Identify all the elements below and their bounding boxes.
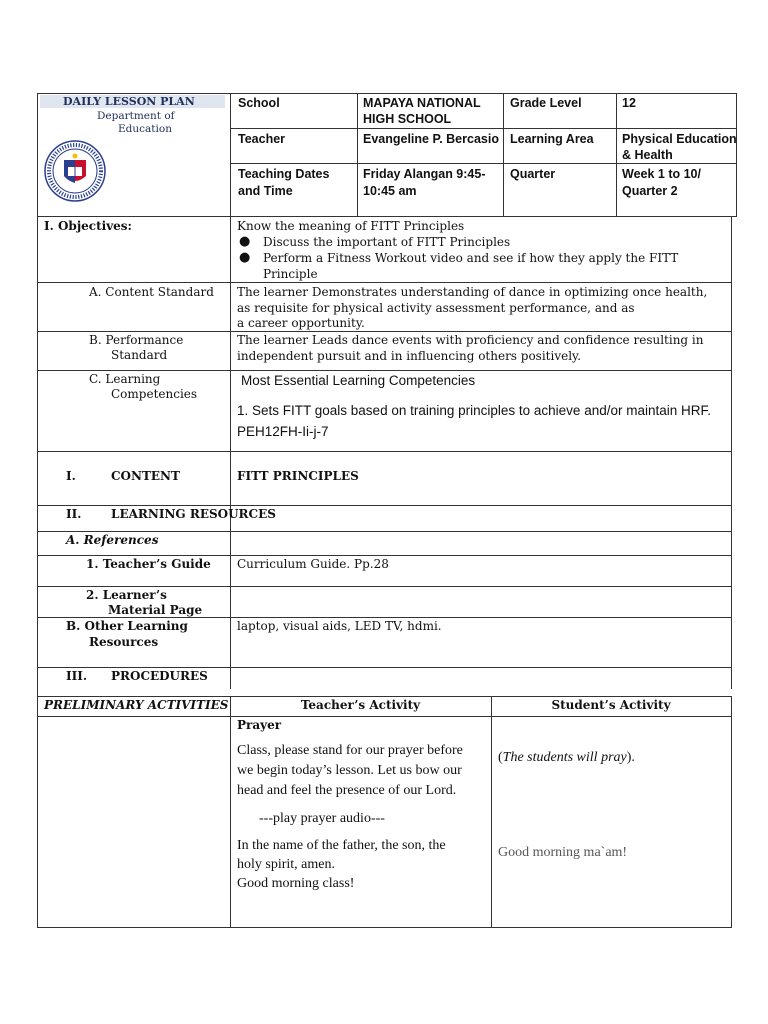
content-standard-line-1: The learner Demonstrates understanding of dance in optimizing once health, <box>237 285 708 299</box>
other-resources-value: laptop, visual aids, LED TV, hdmi. <box>237 619 442 633</box>
procedures-label: PROCEDURES <box>111 669 208 683</box>
performance-standard-line-2: independent pursuit and in influencing others positively. <box>237 349 582 363</box>
quarter-value-2: Quarter 2 <box>622 184 678 198</box>
performance-standard-label-2: Standard <box>111 348 168 362</box>
performance-standard-line-1: The learner Leads dance events with proficiency and confidence resulting in <box>237 333 704 347</box>
quarter-value-1: Week 1 to 10/ <box>622 167 701 181</box>
learning-competencies-title: Most Essential Learning Competencies <box>241 373 476 388</box>
deped-seal-logo <box>44 140 106 202</box>
plan-title: DAILY LESSON PLAN <box>63 95 195 108</box>
student-activity-1-text: The students will pray <box>502 750 627 765</box>
learning-competencies-label-1: C. Learning <box>89 372 161 386</box>
objective-bullet-2-line-2: Principle <box>263 267 318 281</box>
other-resources-label-1: B. Other Learning <box>66 619 188 633</box>
teachers-activity-header: Teacher’s Activity <box>300 698 421 712</box>
teaching-dates-value-1: Friday Alangan 9:45- <box>363 167 486 181</box>
teaching-dates-value-2: 10:45 am <box>363 184 417 198</box>
teacher-value: Evangeline P. Bercasio <box>363 132 499 146</box>
resources-label: LEARNING RESOURCES <box>111 507 276 521</box>
learning-area-value-1: Physical Education <box>622 132 737 146</box>
student-activity-1 <box>498 748 635 768</box>
learning-competencies-label-2: Competencies <box>111 387 198 401</box>
learning-area-label: Learning Area <box>510 132 594 146</box>
prayer-title: Prayer <box>237 718 282 732</box>
bullet-icon: ● <box>239 250 251 265</box>
grade-value: 12 <box>622 96 636 110</box>
teacher-activity-audio: ---play prayer audio--- <box>259 811 385 826</box>
references-label: A. References <box>66 533 159 547</box>
teacher-activity-line-2: we begin today’s lesson. Let us bow our <box>237 763 462 778</box>
learning-area-value-2: & Health <box>622 148 673 162</box>
content-standard-line-2: as requisite for physical activity assessment performance, and as <box>237 301 635 315</box>
content-standard-line-3: a career opportunity. <box>237 316 365 330</box>
content-label: CONTENT <box>111 469 180 483</box>
learners-material-label-2: Material Page <box>108 603 203 617</box>
preliminary-activities-header: PRELIMINARY ACTIVITIES <box>44 698 229 712</box>
learners-material-label-1: 2. Learner’s <box>86 588 167 602</box>
objectives-label: I. Objectives: <box>44 219 132 233</box>
dept-line-1: Department of <box>97 110 175 122</box>
teacher-activity-line-4: In the name of the father, the son, the <box>237 838 446 853</box>
objectives-intro: Know the meaning of FITT Principles <box>237 219 465 233</box>
teachers-guide-value: Curriculum Guide. Pp.28 <box>237 557 389 571</box>
teacher-activity-line-3: head and feel the presence of our Lord. <box>237 783 457 798</box>
teacher-activity-line-1: Class, please stand for our prayer before <box>237 743 463 758</box>
quarter-label: Quarter <box>510 167 556 181</box>
resources-num: II. <box>66 507 82 521</box>
student-activity-1-open: ( <box>498 750 503 765</box>
school-value-1: MAPAYA NATIONAL <box>363 96 481 110</box>
teacher-activity-line-5: holy spirit, amen. <box>237 857 335 872</box>
teachers-guide-label: 1. Teacher’s Guide <box>86 557 211 571</box>
learning-competencies-line-2: PEH12FH-Ii-j-7 <box>237 424 329 439</box>
grade-label: Grade Level <box>510 96 582 110</box>
school-value-2: HIGH SCHOOL <box>363 112 452 126</box>
teaching-dates-label-2: and Time <box>238 184 293 198</box>
objective-bullet-2-line-1: Perform a Fitness Workout video and see if how they apply the FITT <box>263 251 679 265</box>
school-label: School <box>238 96 280 110</box>
other-resources-label-2: Resources <box>89 635 159 649</box>
learning-competencies-line-1: 1. Sets FITT goals based on training principles to achieve and/or maintain HRF. <box>237 403 711 418</box>
content-num: I. <box>66 469 76 483</box>
teacher-label: Teacher <box>238 132 286 146</box>
teaching-dates-label-1: Teaching Dates <box>238 167 330 181</box>
performance-standard-label-1: B. Performance <box>89 333 184 347</box>
teacher-activity-line-6: Good morning class! <box>237 876 355 891</box>
content-standard-label: A. Content Standard <box>89 285 214 299</box>
student-activity-1-close: ). <box>626 750 635 765</box>
student-activity-2: Good morning ma`am! <box>498 845 628 860</box>
content-value: FITT PRINCIPLES <box>237 469 359 483</box>
bullet-icon: ● <box>239 234 251 249</box>
procedures-num: III. <box>66 669 88 683</box>
objective-bullet-1: Discuss the important of FITT Principles <box>263 235 511 249</box>
dept-line-2: Education <box>118 123 172 135</box>
students-activity-header: Student’s Activity <box>551 698 671 712</box>
